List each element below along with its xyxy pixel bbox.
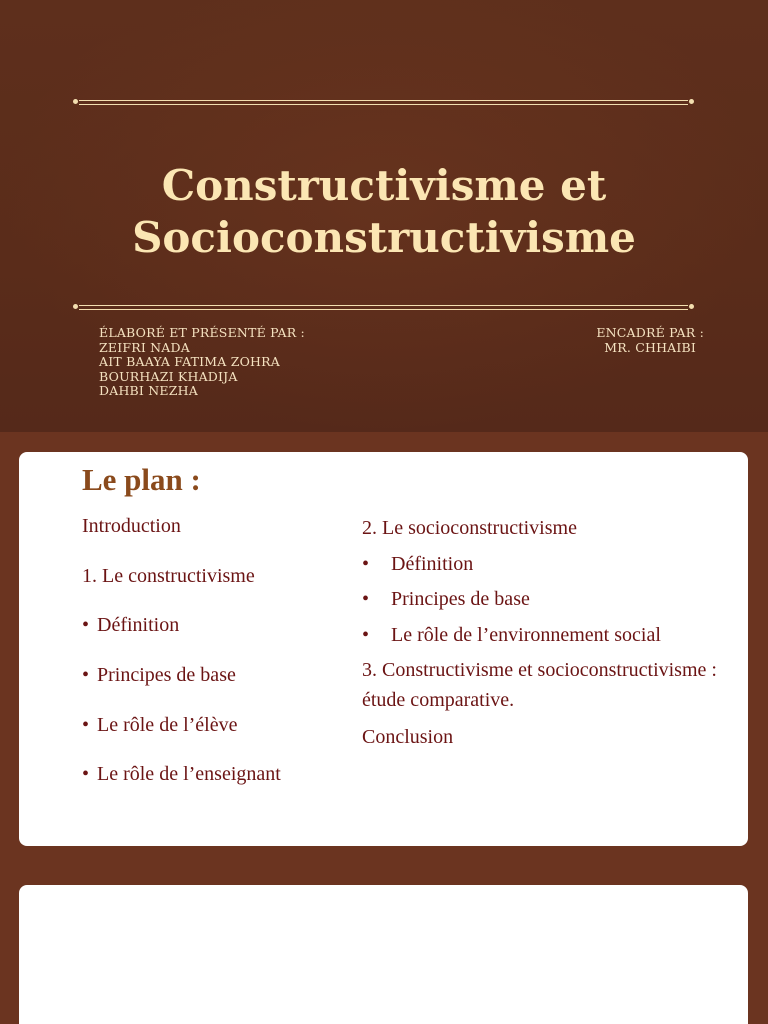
presented-by-label: ÉLABORÉ ET PRÉSENTÉ PAR : [99, 325, 305, 340]
plan-item: Introduction [82, 515, 181, 537]
plan-left-column [82, 514, 281, 812]
top-decorative-rule [79, 100, 688, 105]
plan-bullet-item [82, 663, 281, 713]
plan-bullet-text: Le rôle de l’enseignant [97, 763, 281, 786]
plan-bullet-item [82, 613, 281, 663]
plan-bullet-item [362, 587, 750, 623]
rule-dot [73, 99, 78, 104]
authors-block [99, 326, 305, 399]
plan-bullet-text: Définition [97, 614, 180, 637]
author-name: BOURHAZI KHADIJA [99, 368, 238, 384]
presentation-title [0, 160, 768, 264]
plan-bullet-text: Définition [391, 552, 474, 575]
plan-right-column [362, 516, 750, 761]
supervisor-block [596, 326, 704, 355]
plan-item: 1. Le constructivisme [82, 564, 255, 587]
next-slide [19, 885, 748, 1024]
plan-bullet-text: Le rôle de l’environnement social [391, 623, 661, 646]
plan-bullet-item [362, 623, 750, 659]
author-name: AIT BAAYA FATIMA ZOHRA [99, 354, 280, 370]
plan-bullet-item [82, 713, 281, 763]
plan-bullet-text: Le rôle de l’élève [97, 713, 238, 736]
plan-item: 3. Constructivisme et socioconstructivisme : étude comparative. [362, 659, 717, 711]
bottom-decorative-rule [79, 305, 688, 310]
plan-title: Le plan : [82, 462, 201, 497]
plan-item: 2. Le socioconstructivisme [362, 517, 577, 539]
title-slide [0, 0, 768, 432]
rule-dot [689, 304, 694, 309]
plan-bullet-item [82, 762, 281, 812]
plan-bullet-text: Principes de base [97, 664, 236, 687]
plan-bullet-item [362, 552, 750, 588]
title-line-2: Socioconstructivisme [132, 213, 636, 262]
plan-slide [19, 452, 748, 846]
author-name: ZEIFRI NADA [99, 339, 190, 355]
rule-dot [73, 304, 78, 309]
title-line-1: Constructivisme et [161, 161, 607, 210]
plan-item: Conclusion [362, 726, 454, 748]
author-name: DAHBI NEZHA [99, 383, 198, 399]
plan-bullet-text: Principes de base [391, 588, 530, 610]
rule-dot [689, 99, 694, 104]
supervised-by-label: ENCADRÉ PAR : [596, 325, 704, 340]
supervisor-name: MR. CHHAIBI [604, 339, 697, 355]
